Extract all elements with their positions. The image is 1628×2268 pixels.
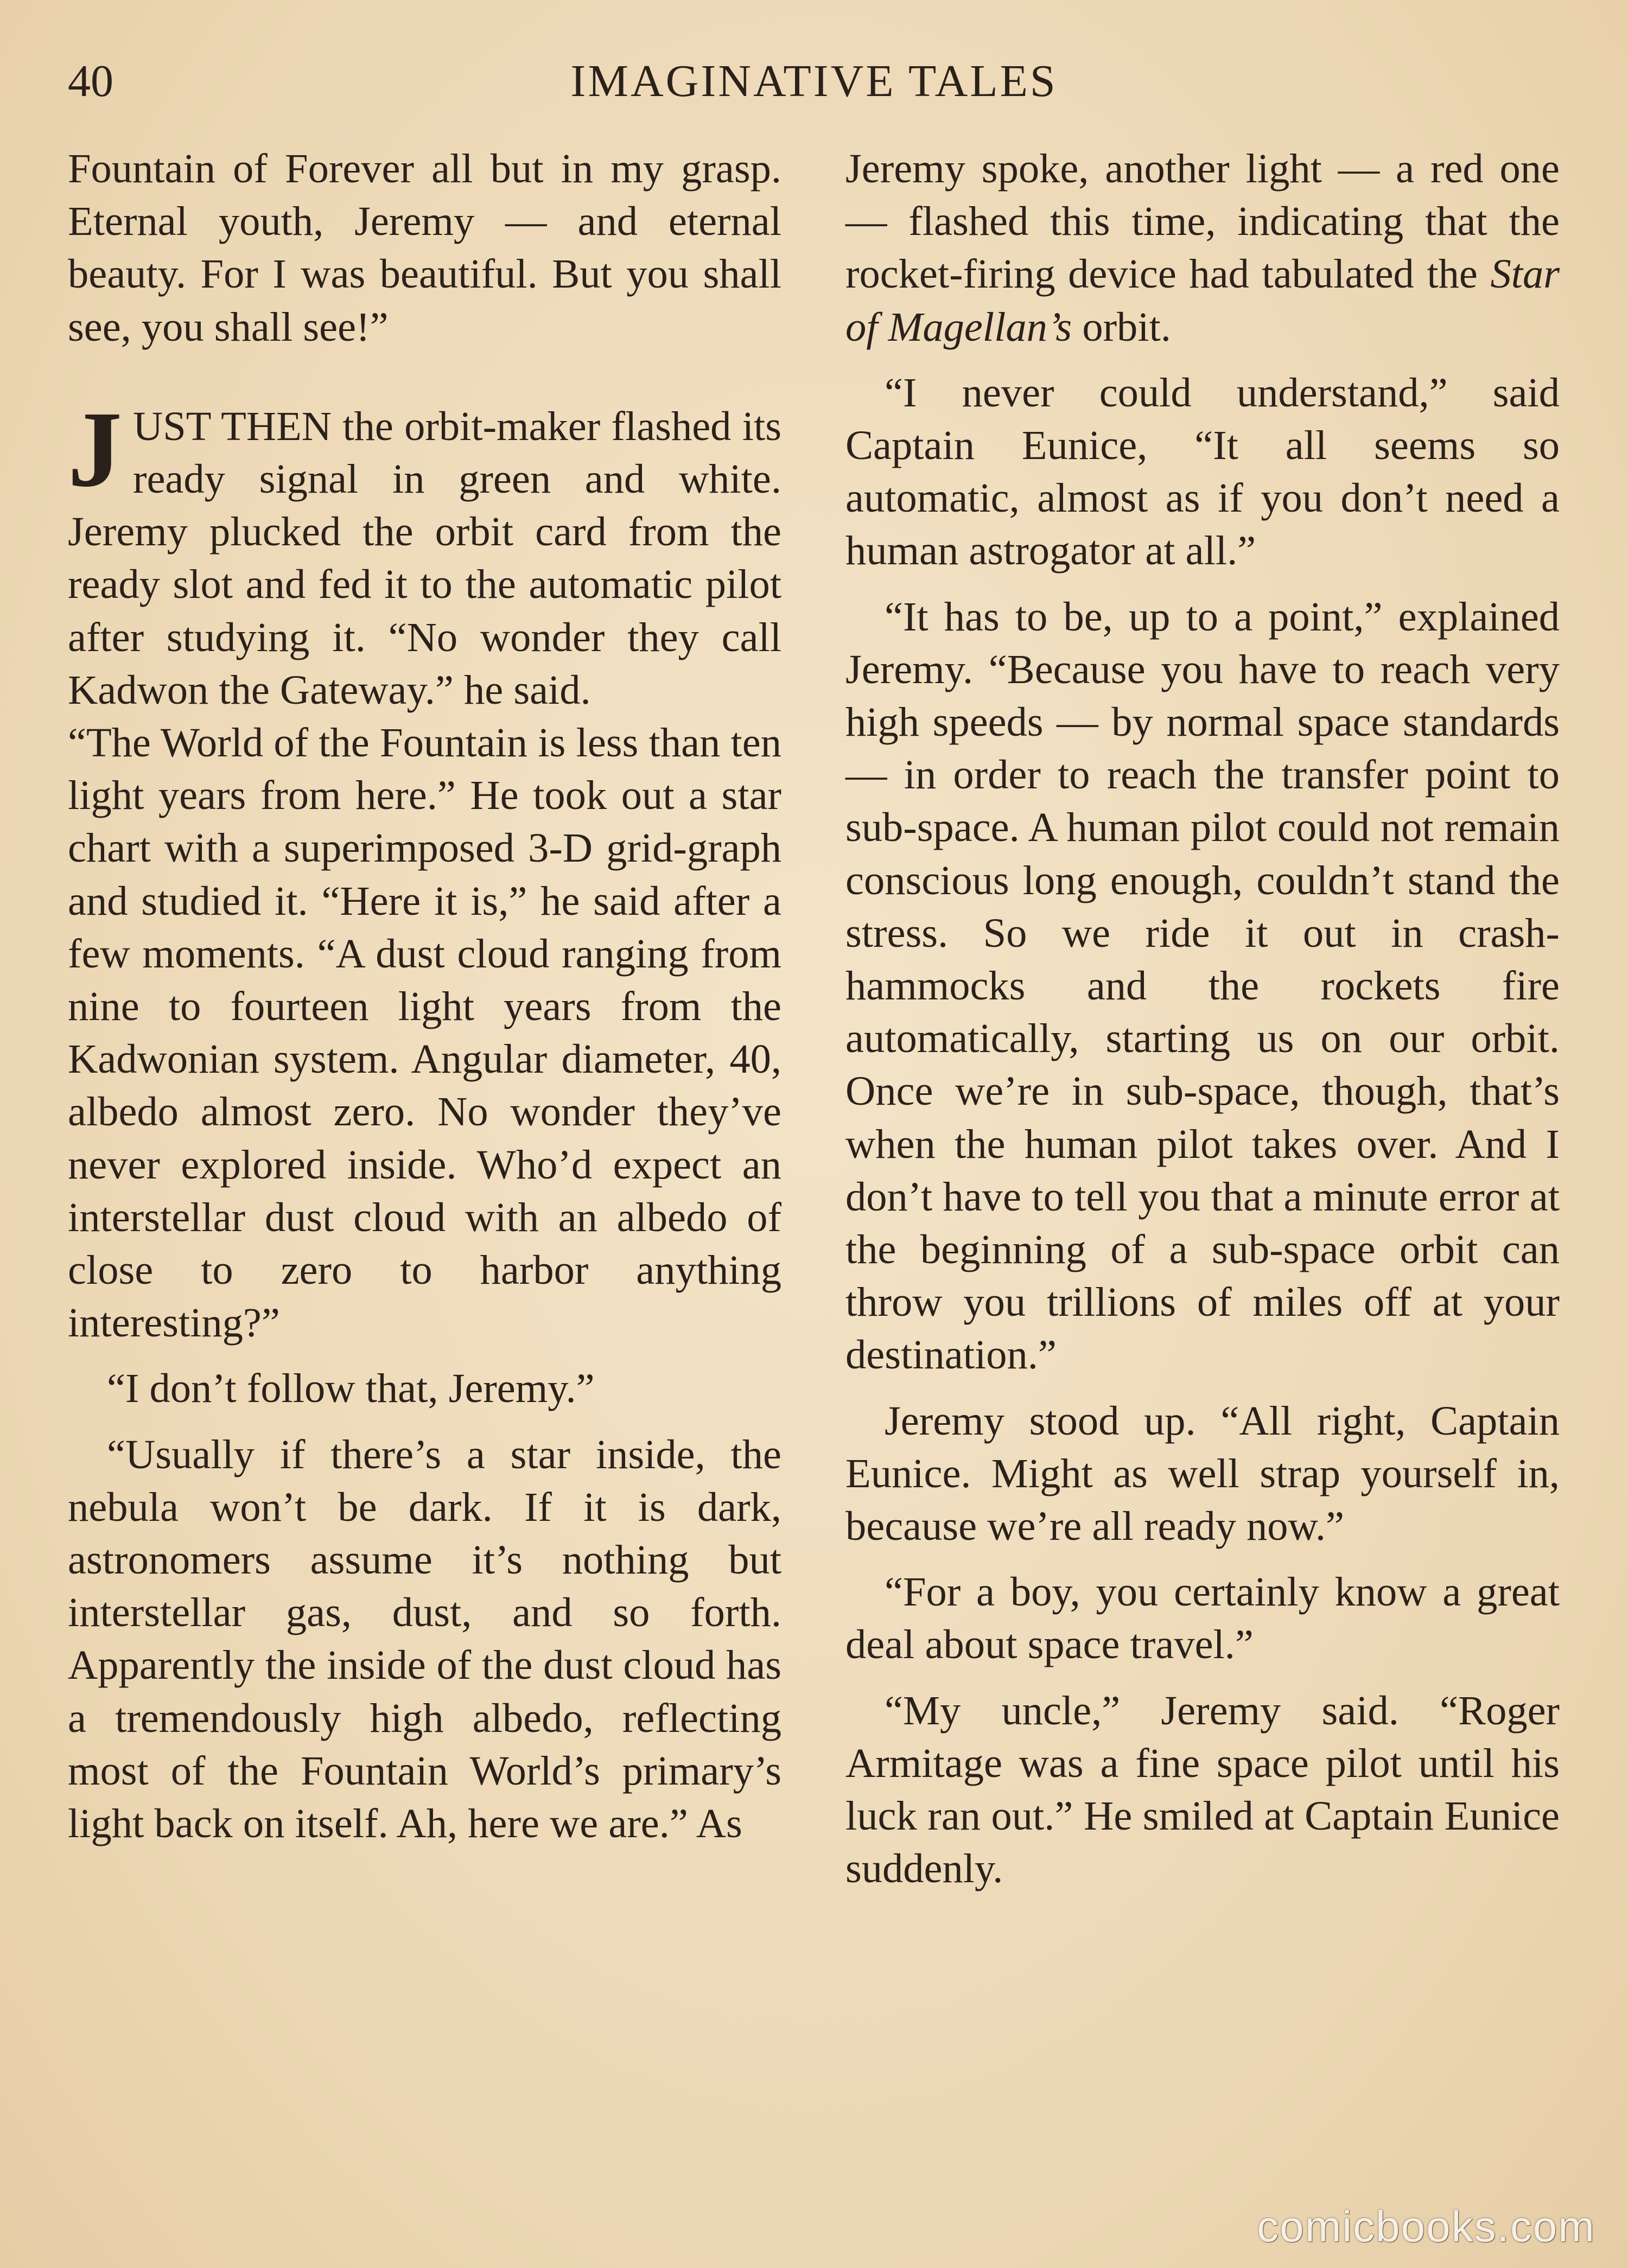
ship-name: Star of Magellan’s bbox=[845, 251, 1560, 350]
paragraph-text: Jeremy spoke, another light — a red one — flashed this time, indicating that the rocket-firing device had tabulated the bbox=[845, 145, 1560, 297]
paragraph: “My uncle,” Jeremy said. “Roger Armitage was a fine space pilot until his luck ran out.” He smiled at Captain Eunice suddenly. bbox=[845, 1687, 1560, 1892]
page-number: 40 bbox=[68, 56, 113, 106]
watermark-logo: comicbooks.com bbox=[1257, 2202, 1595, 2251]
right-column bbox=[845, 142, 1560, 1895]
paragraph: “It has to be, up to a point,” explained Jeremy. “Because you have to reach very high speeds — by normal space standards — in order to reach the transfer point to sub-space. A human pilot could not remain conscious long enough, couldn’t stand the stress. So we ride it out in crash-hammocks and the rockets fire automatically, starting us on our orbit. Once we’re in sub-space, though, that’s when the human pilot takes over. And I don’t have to tell you that a minute error at the beginning of a sub-space orbit can throw you trillions of miles off at your destination.” bbox=[845, 593, 1560, 1378]
paragraph: “For a boy, you certainly know a great deal about space travel.” bbox=[845, 1569, 1560, 1668]
paragraph: “Usually if there’s a star inside, the nebula won’t be dark. If it is dark, astronomers assume it’s nothing but interstellar gas, dust, and so forth. Apparently the inside of the dust cloud has a tremendously high albedo, reflecting most of the Fountain World’s primary’s light back on itself. Ah, here we are.” As bbox=[68, 1431, 781, 1847]
paragraph: “I never could understand,” said Captain Eunice, “It all seems so automatic, almost as if you don’t need a human astrogator at all.” bbox=[845, 369, 1560, 574]
paragraph: Jeremy stood up. “All right, Captain Eunice. Might as well strap yourself in, because we’re all ready now.” bbox=[845, 1397, 1560, 1550]
drop-cap: J bbox=[68, 389, 122, 509]
paragraph: “I don’t follow that, Jeremy.” bbox=[107, 1365, 595, 1412]
paragraph: Fountain of Forever all but in my grasp. Eternal youth, Jeremy — and eternal beauty. For I was beautiful. But you shall see, you shall see!” bbox=[68, 145, 781, 350]
paragraph: “The World of the Fountain is less than ten light years from here.” He took out a star chart with a superimposed 3-D grid-graph and studied it. “Here it is,” he said after a few moments. “A dust cloud ranging from nine to fourteen light years from the Kadwonian system. Angular diameter, 40, albedo almost zero. No wonder they’ve never explored inside. Who’d expect an interstellar dust cloud with an albedo of close to zero to harbor anything interesting?” bbox=[68, 719, 781, 1346]
paragraph-text: UST THEN the orbit-maker flashed its ready signal in green and white. Jeremy plucked the orbit card from the ready slot and fed it to the automatic pilot after studying it. “No wonder they call Kadwon the Gateway.” he said. bbox=[68, 403, 781, 713]
paragraph-text: orbit. bbox=[1072, 303, 1171, 350]
running-title: IMAGINATIVE TALES bbox=[570, 56, 1058, 106]
paragraph bbox=[845, 142, 1560, 353]
left-column bbox=[68, 142, 781, 1850]
section-opening-paragraph bbox=[68, 389, 781, 716]
